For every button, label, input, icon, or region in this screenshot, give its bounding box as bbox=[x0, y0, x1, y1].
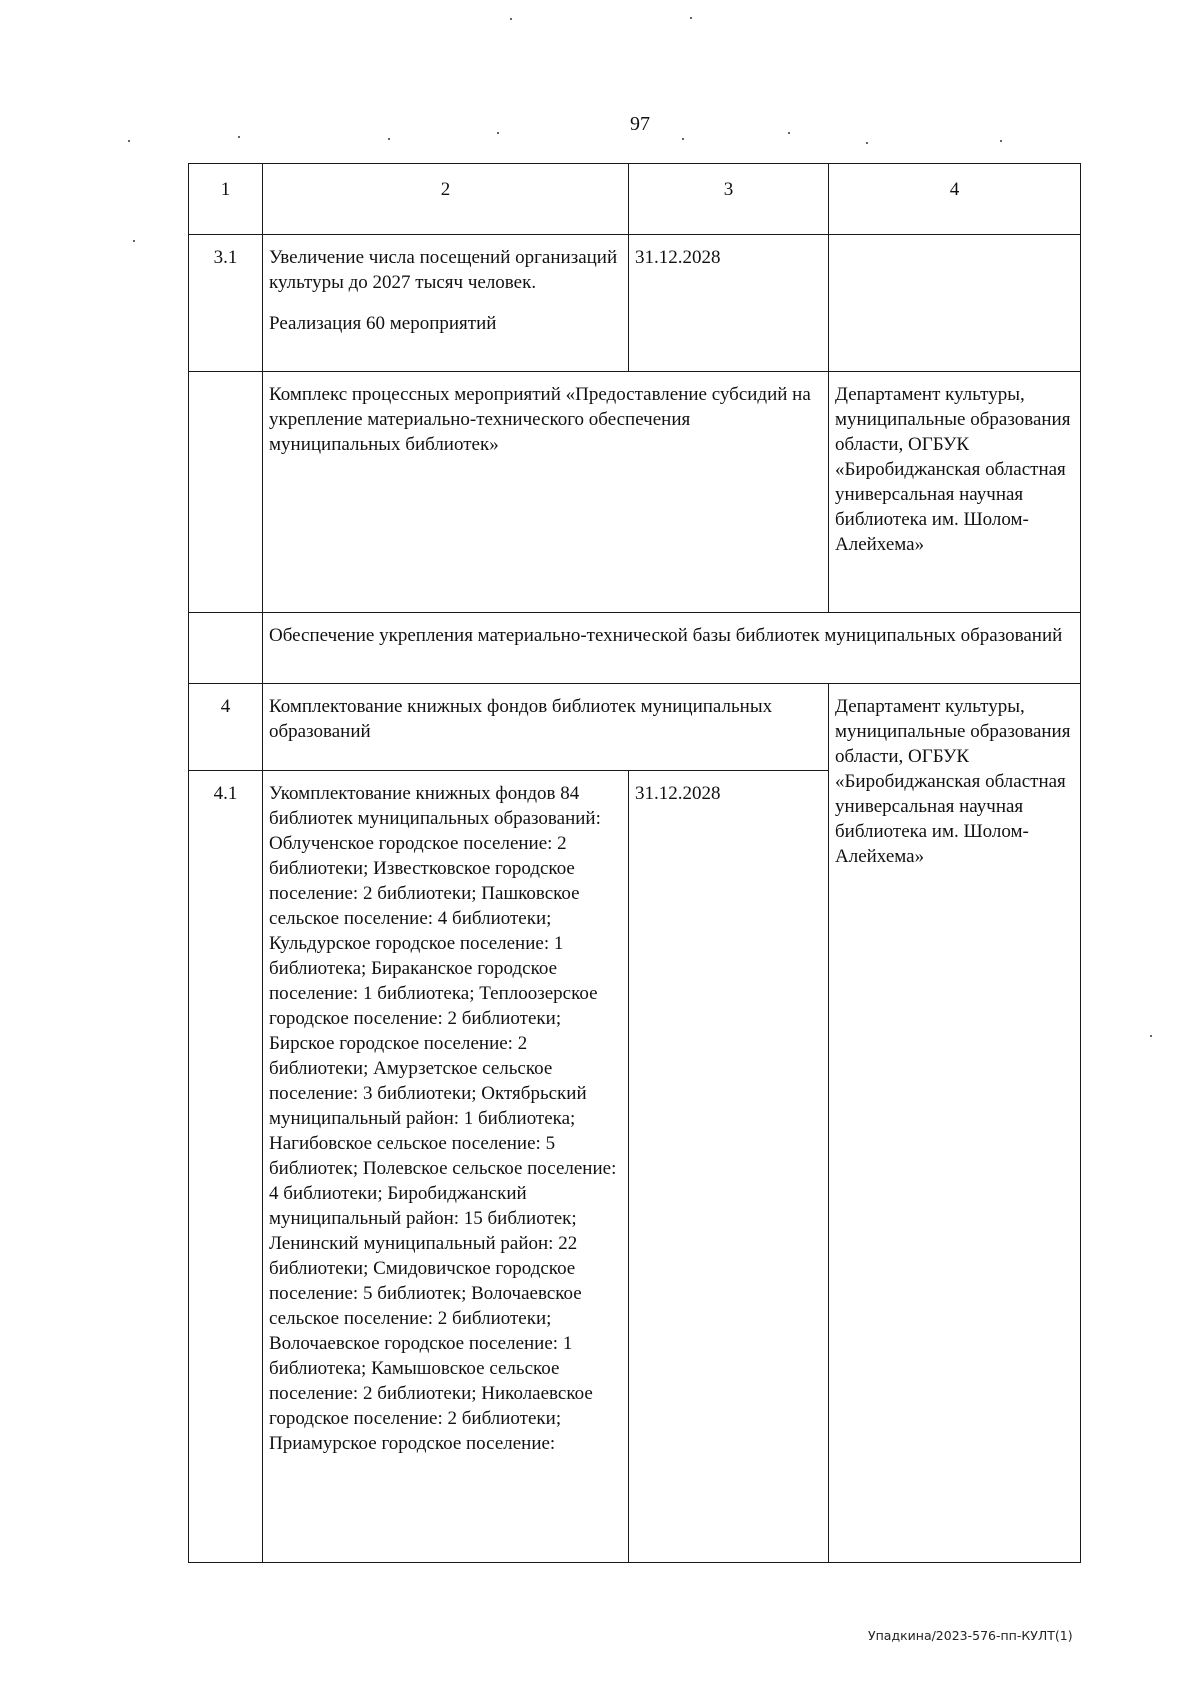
header-cell-2: 2 bbox=[263, 164, 629, 235]
row-number-empty bbox=[189, 613, 263, 684]
measure-cell bbox=[263, 235, 629, 372]
header-cell-1: 1 bbox=[189, 164, 263, 235]
scan-speck bbox=[388, 138, 390, 140]
responsible-cell: Департамент культуры, муниципальные образования области, ОГБУК «Биробиджанская областная универсальная научная библиотека им. Шолом-Алейхема» bbox=[829, 684, 1081, 1563]
row-number: 3.1 bbox=[189, 235, 263, 372]
scan-speck bbox=[682, 138, 684, 140]
table-header-row bbox=[189, 164, 1081, 235]
table-row-4 bbox=[189, 684, 1081, 771]
responsible-cell bbox=[829, 235, 1081, 372]
responsible-cell: Департамент культуры, муниципальные образования области, ОГБУК «Биробиджанская областная универсальная научная библиотека им. Шолом-Алейхема» bbox=[829, 372, 1081, 613]
date-cell: 31.12.2028 bbox=[629, 235, 829, 372]
task-cell: Обеспечение укрепления материально-технической базы библиотек муниципальных образований bbox=[263, 613, 1081, 684]
table-row-3-1 bbox=[189, 235, 1081, 372]
row-number: 4 bbox=[189, 684, 263, 771]
complex-title-cell: Комплекс процессных мероприятий «Предоставление субсидий на укрепление материально-технического обеспечения муниципальных библиотек» bbox=[263, 372, 829, 613]
scan-speck bbox=[128, 140, 130, 142]
scan-speck bbox=[1000, 140, 1002, 142]
scan-speck bbox=[788, 132, 790, 134]
row-number-empty bbox=[189, 372, 263, 613]
measure-cell: Комплектование книжных фондов библиотек муниципальных образований bbox=[263, 684, 829, 771]
table-row-task bbox=[189, 613, 1081, 684]
scan-speck bbox=[1150, 1035, 1152, 1037]
scan-speck bbox=[690, 17, 692, 19]
scan-speck bbox=[866, 142, 868, 144]
header-cell-3: 3 bbox=[629, 164, 829, 235]
measures-table bbox=[188, 163, 1081, 1563]
measure-text: Увеличение числа посещений организаций культуры до 2027 тысяч человек. bbox=[269, 247, 618, 293]
scan-speck bbox=[510, 18, 512, 20]
scan-speck bbox=[133, 240, 135, 242]
page-number: 97 bbox=[630, 113, 650, 135]
date-cell: 31.12.2028 bbox=[629, 771, 829, 1563]
row-number: 4.1 bbox=[189, 771, 263, 1563]
measure-text-secondary: Реализация 60 мероприятий bbox=[269, 313, 497, 334]
scan-speck bbox=[497, 132, 499, 134]
scan-speck bbox=[238, 136, 240, 138]
footer-document-code: Упадкина/2023-576-пп-КУЛТ(1) bbox=[868, 1628, 1073, 1643]
table-row-complex bbox=[189, 372, 1081, 613]
header-cell-4: 4 bbox=[829, 164, 1081, 235]
measure-cell: Укомплектование книжных фондов 84 библиотек муниципальных образований: Облученское городское поселение: 2 библиотеки; Известковское городское поселение: 2 библиотеки; Пашковское сельское поселение: 4 библиотеки; Кульдурское городское поселение: 1 библиотека; Бираканское городское поселение: 1 библиотека; Теплоозерское городское поселение: 2 библиотеки; Бирское городское поселение: 2 библиотеки; Амурзетское сельское поселение: 3 библиотеки; Октябрьский муниципальный район: 1 библиотека; Нагибовское сельское поселение: 5 библиотек; Полевское сельское поселение: 4 библиотеки; Биробиджанский муниципальный район: 15 библиотек; Ленинский муниципальный район: 22 библиотеки; Смидовичское городское поселение: 5 библиотек; Волочаевское сельское поселение: 2 библиотеки; Волочаевское городское поселение: 1 библиотека; Камышовское сельское поселение: 2 библиотеки; Николаевское городское поселение: 2 библиотеки; Приамурское городское поселение: bbox=[263, 771, 629, 1563]
